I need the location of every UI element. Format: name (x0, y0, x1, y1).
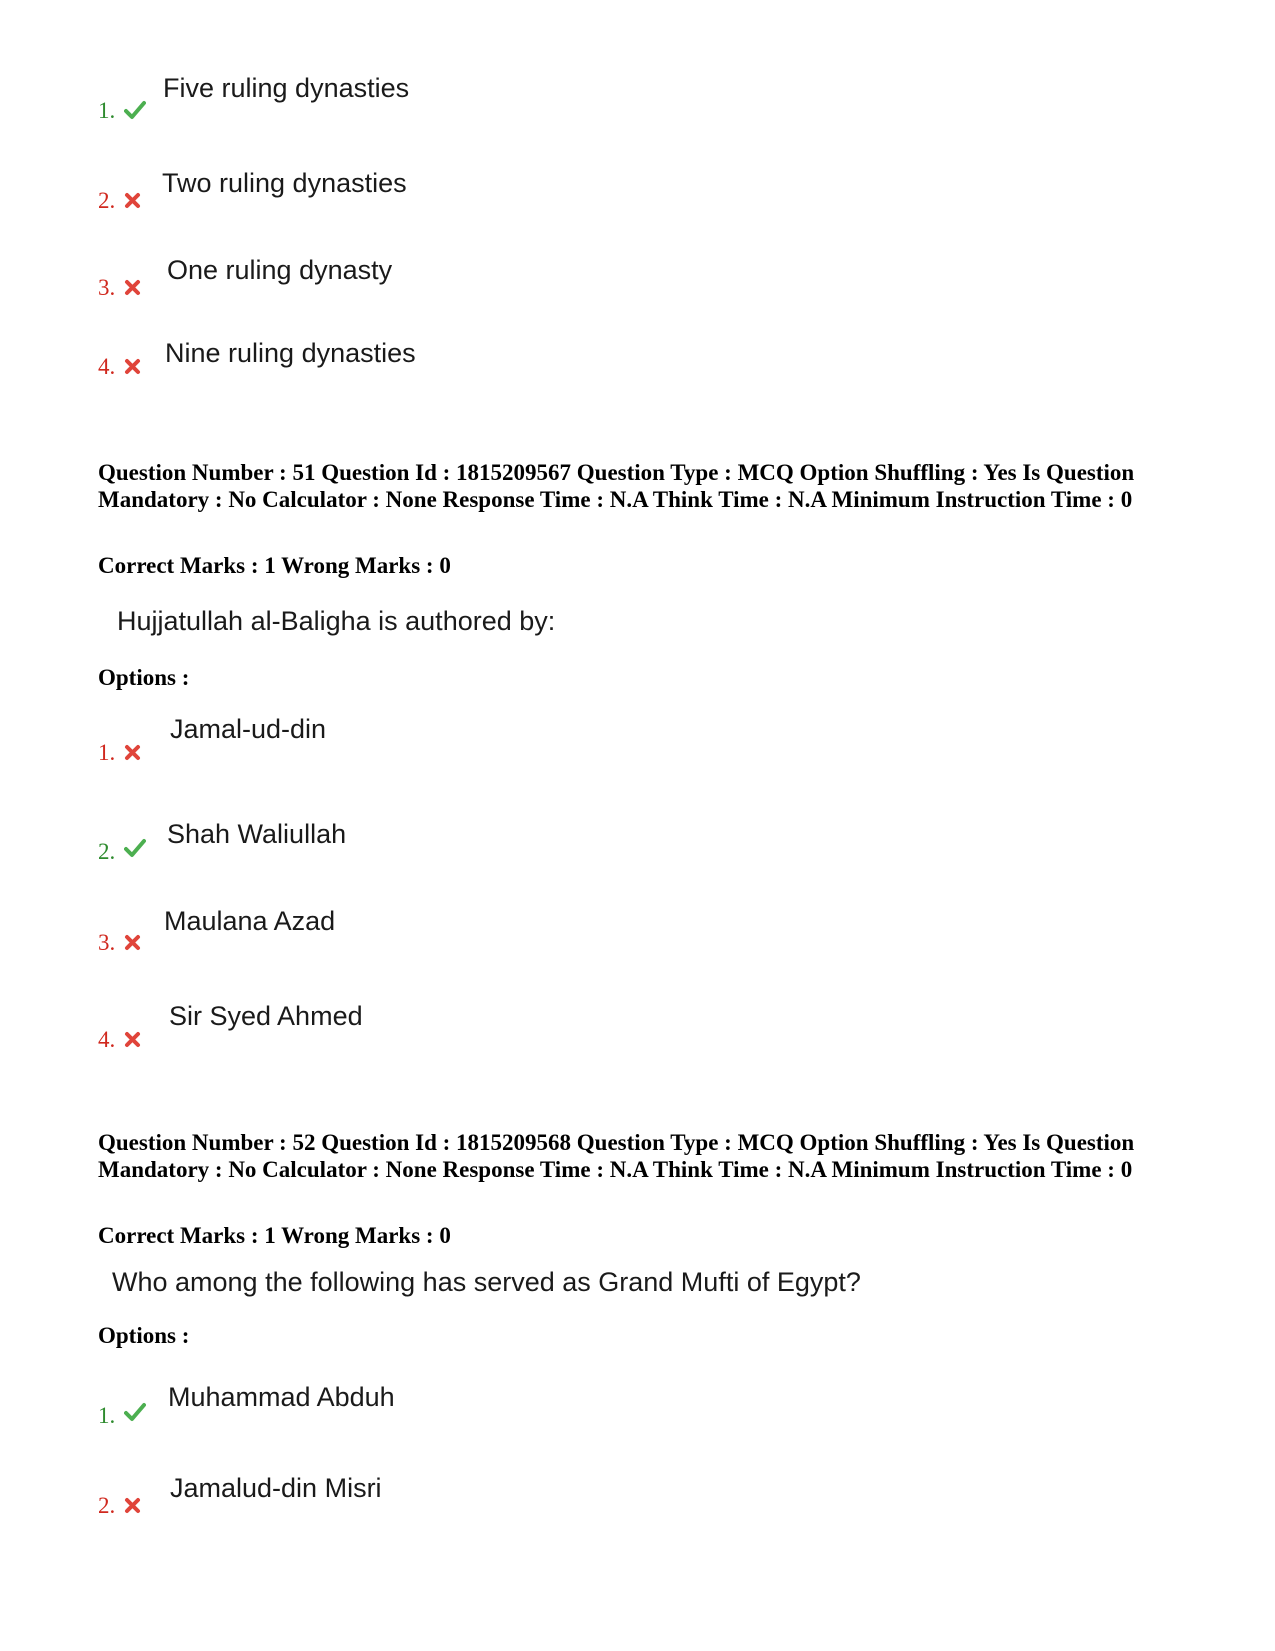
cross-icon (124, 358, 141, 375)
check-icon (124, 1402, 146, 1422)
options-label: Options : (98, 1323, 190, 1348)
options-label: Options : (98, 665, 190, 690)
option-text: Muhammad Abduh (168, 1382, 395, 1412)
option-number: 3. (98, 275, 116, 300)
option-text: Shah Waliullah (167, 819, 347, 849)
cross-icon (124, 1031, 141, 1048)
option-number: 4. (98, 1027, 116, 1052)
option-number: 2. (98, 1493, 116, 1518)
option-number: 2. (98, 839, 116, 864)
option-text: Jamalud-din Misri (170, 1473, 382, 1503)
option-number: 2. (98, 188, 116, 213)
option-text: Nine ruling dynasties (165, 338, 416, 368)
question-text: Hujjatullah al-Baligha is authored by: (117, 606, 556, 636)
option-number: 4. (98, 354, 116, 379)
cross-icon (124, 1497, 141, 1514)
check-icon (124, 838, 146, 858)
question-meta: Question Number : 52 Question Id : 1815209568 Question Type : MCQ Option Shuffling : Yes Is Question Mandatory : No Calculator : None Response Time : N.A Think Time : N.A Minimum Instruction Time : 0 (98, 1130, 1135, 1182)
option-text: One ruling dynasty (167, 255, 393, 285)
cross-icon (124, 934, 141, 951)
option-text: Two ruling dynasties (162, 168, 407, 198)
cross-icon (124, 192, 141, 209)
option-text: Five ruling dynasties (163, 73, 410, 103)
option-number: 1. (98, 740, 116, 765)
option-text: Sir Syed Ahmed (169, 1001, 363, 1031)
option-number: 3. (98, 930, 116, 955)
option-number: 1. (98, 1403, 116, 1428)
question-marks: Correct Marks : 1 Wrong Marks : 0 (98, 553, 451, 578)
cross-icon (124, 744, 141, 761)
question-meta: Question Number : 51 Question Id : 1815209567 Question Type : MCQ Option Shuffling : Yes Is Question Mandatory : No Calculator : None Response Time : N.A Think Time : N.A Minimum Instruction Time : 0 (98, 460, 1135, 512)
question-marks: Correct Marks : 1 Wrong Marks : 0 (98, 1223, 451, 1248)
cross-icon (124, 279, 141, 296)
question-text: Who among the following has served as Grand Mufti of Egypt? (112, 1267, 861, 1297)
option-number: 1. (98, 98, 116, 123)
option-text: Maulana Azad (164, 906, 336, 936)
check-icon (124, 100, 146, 120)
option-text: Jamal-ud-din (170, 714, 327, 744)
